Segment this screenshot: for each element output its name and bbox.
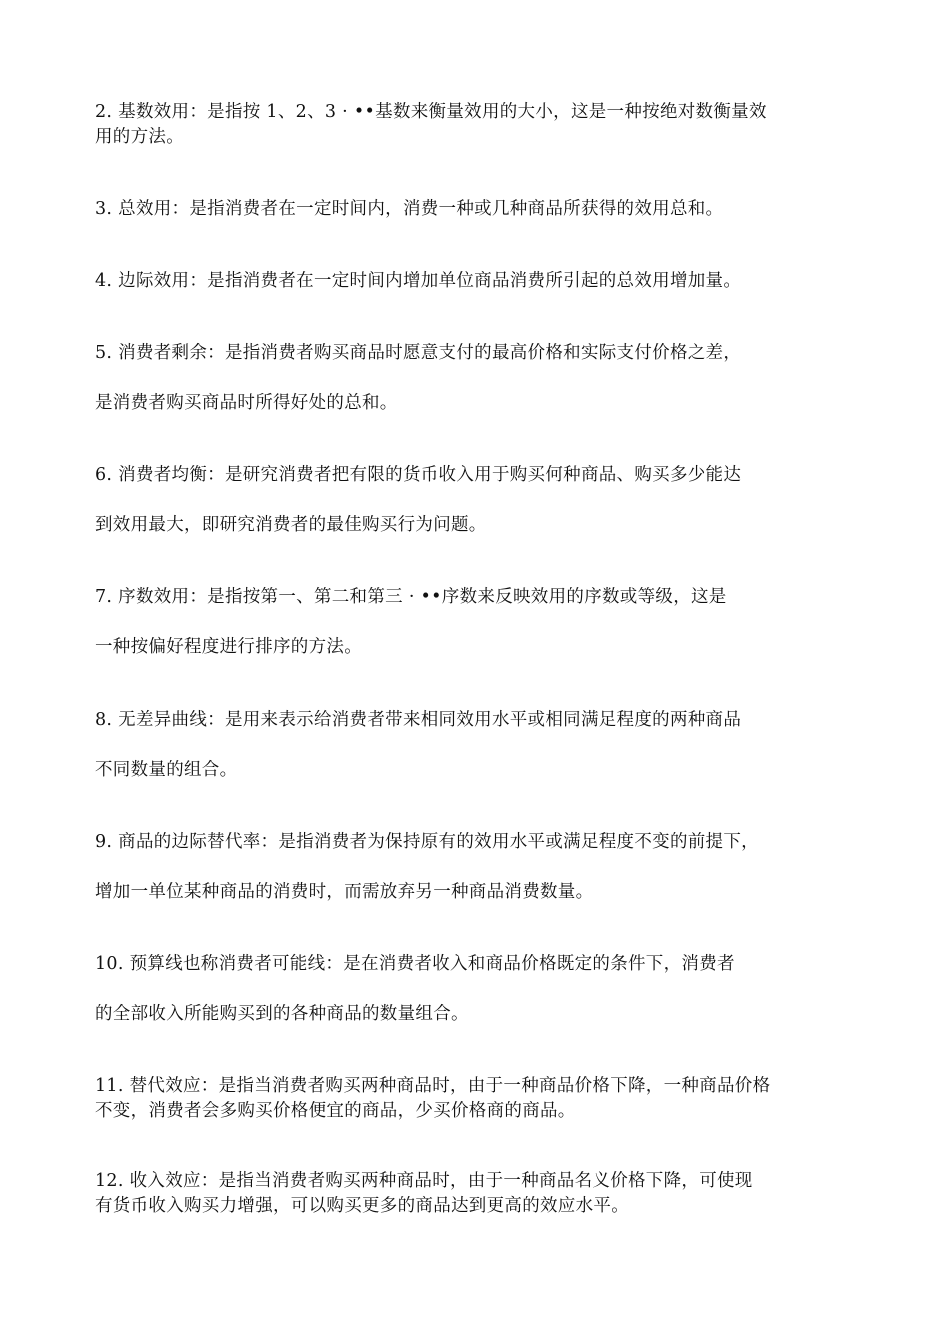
definition-12-line-2: 有货币收入购买力增强，可以购买更多的商品达到更高的效应水平。 — [95, 1196, 629, 1216]
definition-5-line-2: 是消费者购买商品时所得好处的总和。 — [95, 393, 398, 413]
definition-7-line-1: 7. 序数效用：是指按第一、第二和第三 · ••序数来反映效用的序数或等级，这是 — [95, 587, 727, 607]
definition-7-line-2: 一种按偏好程度进行排序的方法。 — [95, 637, 362, 657]
definition-10-line-1: 10. 预算线也称消费者可能线：是在消费者收入和商品价格既定的条件下，消费者 — [95, 954, 735, 974]
definition-10-line-2: 的全部收入所能购买到的各种商品的数量组合。 — [95, 1004, 469, 1024]
definition-4-line-1: 4. 边际效用：是指消费者在一定时间内增加单位商品消费所引起的总效用增加量。 — [95, 271, 742, 291]
definition-8-line-1: 8. 无差异曲线：是用来表示给消费者带来相同效用水平或相同满足程度的两种商品 — [95, 710, 742, 730]
definition-3-line-1: 3. 总效用：是指消费者在一定时间内，消费一种或几种商品所获得的效用总和。 — [95, 199, 724, 219]
definition-11-line-1: 11. 替代效应：是指当消费者购买两种商品时，由于一种商品价格下降，一种商品价格 — [95, 1076, 771, 1096]
definition-9-line-1: 9. 商品的边际替代率：是指消费者为保持原有的效用水平或满足程度不变的前提下， — [95, 832, 759, 852]
definition-6-line-2: 到效用最大，即研究消费者的最佳购买行为问题。 — [95, 515, 487, 535]
definition-9-line-2: 增加一单位某种商品的消费时，而需放弃另一种商品消费数量。 — [95, 882, 594, 902]
definition-12-line-1: 12. 收入效应：是指当消费者购买两种商品时，由于一种商品名义价格下降，可使现 — [95, 1171, 753, 1191]
definition-2-line-1: 2. 基数效用：是指按 1、2、3 · ••基数来衡量效用的大小，这是一种按绝对数衡量效 — [95, 102, 767, 122]
definition-11-line-2: 不变，消费者会多购买价格便宜的商品，少买价格商的商品。 — [95, 1101, 576, 1121]
definition-8-line-2: 不同数量的组合。 — [95, 760, 238, 780]
definition-6-line-1: 6. 消费者均衡：是研究消费者把有限的货币收入用于购买何种商品、购买多少能达 — [95, 465, 742, 485]
definition-2-line-2: 用的方法。 — [95, 127, 184, 147]
definition-5-line-1: 5. 消费者剩余：是指消费者购买商品时愿意支付的最高价格和实际支付价格之差， — [95, 343, 742, 363]
